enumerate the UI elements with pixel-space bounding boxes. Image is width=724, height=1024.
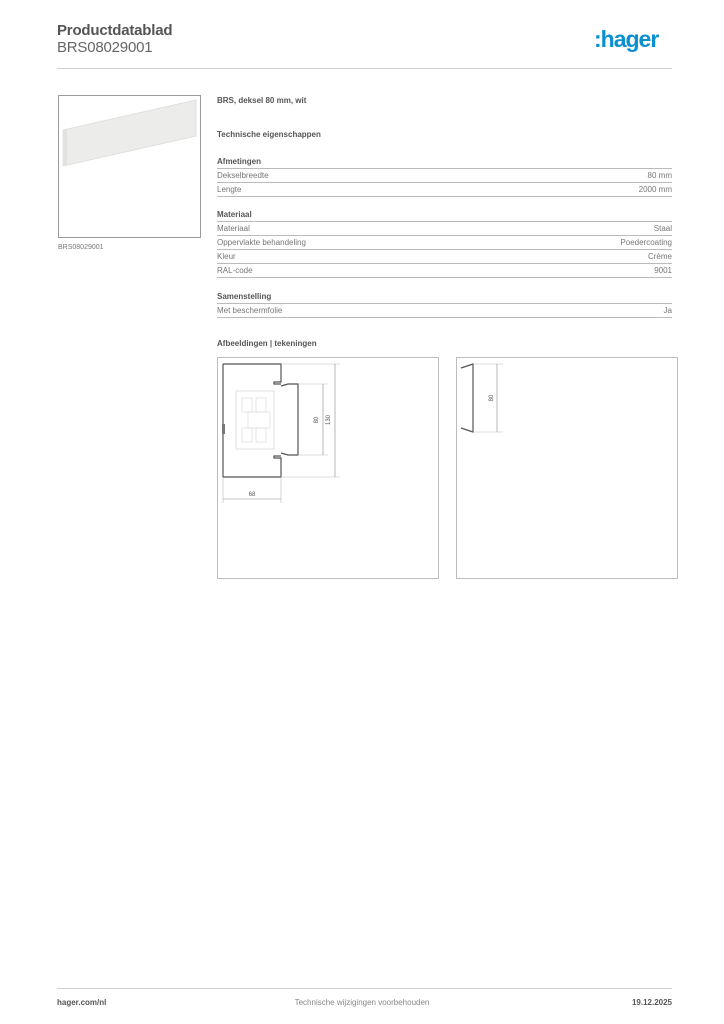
spec-value: Ja	[663, 306, 672, 315]
spec-group-samenstelling	[217, 291, 672, 318]
spec-group-materiaal	[217, 209, 672, 278]
spec-label: Oppervlakte behandeling	[217, 238, 306, 247]
logo-text: hager	[600, 26, 659, 52]
hager-logo	[594, 26, 658, 53]
spec-value: 2000 mm	[638, 185, 672, 194]
logo-colon-icon: :	[594, 26, 601, 52]
drawing-cross-section	[217, 357, 439, 579]
product-image	[58, 95, 201, 238]
product-name: BRS, deksel 80 mm, wit	[217, 96, 307, 105]
footer-divider	[57, 988, 672, 989]
spec-label: Dekselbreedte	[217, 171, 269, 180]
drawings-title: Afbeeldingen | tekeningen	[217, 339, 317, 348]
dim-cover-label: 80	[489, 394, 495, 402]
spec-row	[217, 264, 672, 278]
cover-profile-drawing	[457, 358, 677, 578]
spec-label: RAL-code	[217, 266, 253, 275]
document-title: Productdatablad	[57, 22, 173, 39]
spec-row	[217, 183, 672, 197]
spec-value: Poedercoating	[620, 238, 672, 247]
spec-label: Materiaal	[217, 224, 250, 233]
cover-profile-image	[59, 96, 200, 237]
spec-label: Lengte	[217, 185, 242, 194]
spec-row	[217, 169, 672, 183]
header-divider	[57, 68, 672, 69]
spec-row	[217, 222, 672, 236]
spec-group-afmetingen	[217, 156, 672, 197]
product-code: BRS08029001	[57, 39, 153, 56]
spec-label: Met beschermfolie	[217, 306, 283, 315]
spec-value: Crème	[647, 252, 672, 261]
spec-value: 80 mm	[647, 171, 672, 180]
specs-title: Technische eigenschappen	[217, 130, 321, 139]
spec-group-title: Samenstelling	[217, 291, 672, 304]
footer-date: 19.12.2025	[631, 998, 672, 1007]
footer-website-link[interactable]: hager.com/nl	[57, 998, 107, 1007]
product-image-caption: BRS08029001	[58, 244, 104, 251]
spec-label: Kleur	[217, 252, 236, 261]
spec-row	[217, 236, 672, 250]
dim-depth-label: 68	[248, 492, 256, 498]
dim-cover-label: 80	[314, 416, 320, 424]
spec-row	[217, 250, 672, 264]
cross-section-drawing	[218, 358, 438, 578]
spec-value: Staal	[653, 224, 672, 233]
spec-group-title: Afmetingen	[217, 156, 672, 169]
spec-value: 9001	[654, 266, 672, 275]
spec-row	[217, 304, 672, 318]
dim-height-label: 130	[326, 414, 332, 426]
drawing-cover-profile	[456, 357, 678, 579]
spec-group-title: Materiaal	[217, 209, 672, 222]
footer-disclaimer: Technische wijzigingen voorbehouden	[294, 998, 430, 1007]
